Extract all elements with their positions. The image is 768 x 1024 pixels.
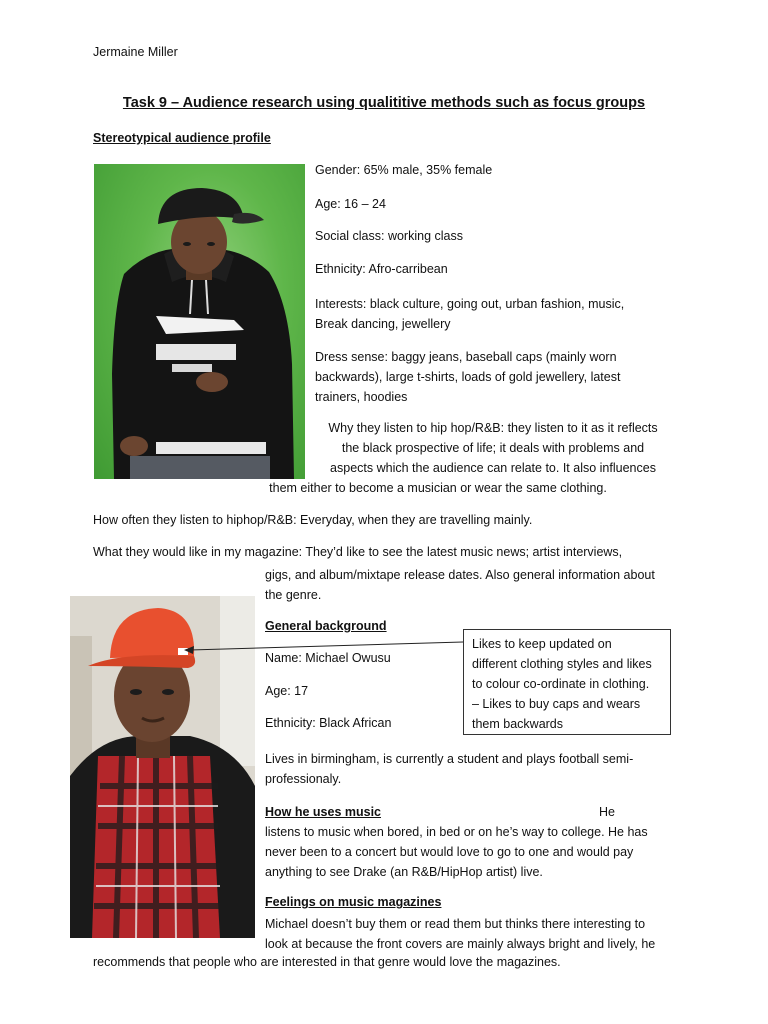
interviewee-age: Age: 17 — [265, 684, 309, 698]
feelings-line: look at because the front covers are mainly always bright and lively, he — [265, 937, 656, 951]
feelings-line: Michael doesn’t buy them or read them but thinks there interesting to — [265, 917, 646, 931]
why-listen-line: aspects which the audience can relate to. It also influences — [330, 461, 656, 475]
lives-line: professionaly. — [265, 772, 342, 786]
callout-line: – Likes to buy caps and wears — [472, 697, 641, 711]
interviewee-lives — [265, 749, 685, 789]
callout-line: Likes to keep updated on — [472, 637, 612, 651]
profile-age: Age: 16 – 24 — [315, 197, 386, 211]
profile-interests — [315, 294, 675, 334]
profile-why-listen — [200, 418, 676, 498]
why-listen-line: them either to become a musician or wear the same clothing. — [269, 481, 607, 495]
magazine-wishes-line: gigs, and album/mixtape release dates. Also general information about — [265, 568, 655, 582]
profile-magazine-wishes-cont — [265, 565, 685, 605]
profile-dress-line: trainers, hoodies — [315, 390, 408, 404]
uses-music-line: listens to music when bored, in bed or on he’s way to college. He has — [265, 825, 648, 839]
uses-music-heading: How he uses music — [265, 805, 382, 819]
stereotypical-profile-heading: Stereotypical audience profile — [93, 131, 271, 145]
profile-social-class: Social class: working class — [315, 229, 463, 243]
profile-interests-line: Interests: black culture, going out, urban fashion, music, — [315, 297, 625, 311]
page-title: Task 9 – Audience research using qualititive methods such as focus groups — [122, 95, 646, 111]
callout-line: different clothing styles and likes — [472, 657, 652, 671]
uses-music-line: anything to see Drake (an R&B/HipHop artist) live. — [265, 865, 543, 879]
profile-magazine-wishes: What they would like in my magazine: They’d like to see the latest music news; artist interviews, — [93, 545, 623, 559]
callout-line: to colour co-ordinate in clothing. — [472, 677, 650, 691]
lives-line: Lives in birmingham, is currently a student and plays football semi- — [265, 752, 634, 766]
callout-arrow — [180, 640, 470, 660]
profile-dress-line: backwards), large t-shirts, loads of gold jewellery, latest — [315, 370, 621, 384]
profile-how-often: How often they listen to hiphop/R&B: Everyday, when they are travelling mainly. — [93, 513, 533, 527]
interviewee-ethnicity: Ethnicity: Black African — [265, 716, 392, 730]
profile-dress-sense — [315, 347, 675, 407]
uses-music-heading-row — [265, 802, 685, 822]
feelings-body — [265, 914, 685, 954]
uses-music-body — [265, 822, 685, 882]
uses-music-he: He — [599, 805, 615, 819]
feelings-line-last: recommends that people who are interested in that genre would love the magazines. — [93, 955, 561, 969]
author-name: Jermaine Miller — [93, 45, 178, 59]
profile-gender: Gender: 65% male, 35% female — [315, 163, 493, 177]
magazine-wishes-line: the genre. — [265, 588, 322, 602]
callout-line: them backwards — [472, 717, 564, 731]
uses-music-line: never been to a concert but would love to go to one and would pay — [265, 845, 634, 859]
why-listen-line: the black prospective of life; it deals with problems and — [341, 441, 645, 455]
clothing-callout-box — [463, 629, 671, 735]
profile-ethnicity: Ethnicity: Afro-carribean — [315, 262, 448, 276]
interviewee-name: Name: Michael Owusu — [265, 651, 391, 665]
profile-interests-line: Break dancing, jewellery — [315, 317, 451, 331]
profile-dress-line: Dress sense: baggy jeans, baseball caps (mainly worn — [315, 350, 617, 364]
feelings-heading: Feelings on music magazines — [265, 895, 442, 909]
why-listen-line: Why they listen to hip hop/R&B: they listen to it as it reflects — [328, 421, 658, 435]
general-background-heading: General background — [265, 619, 387, 633]
